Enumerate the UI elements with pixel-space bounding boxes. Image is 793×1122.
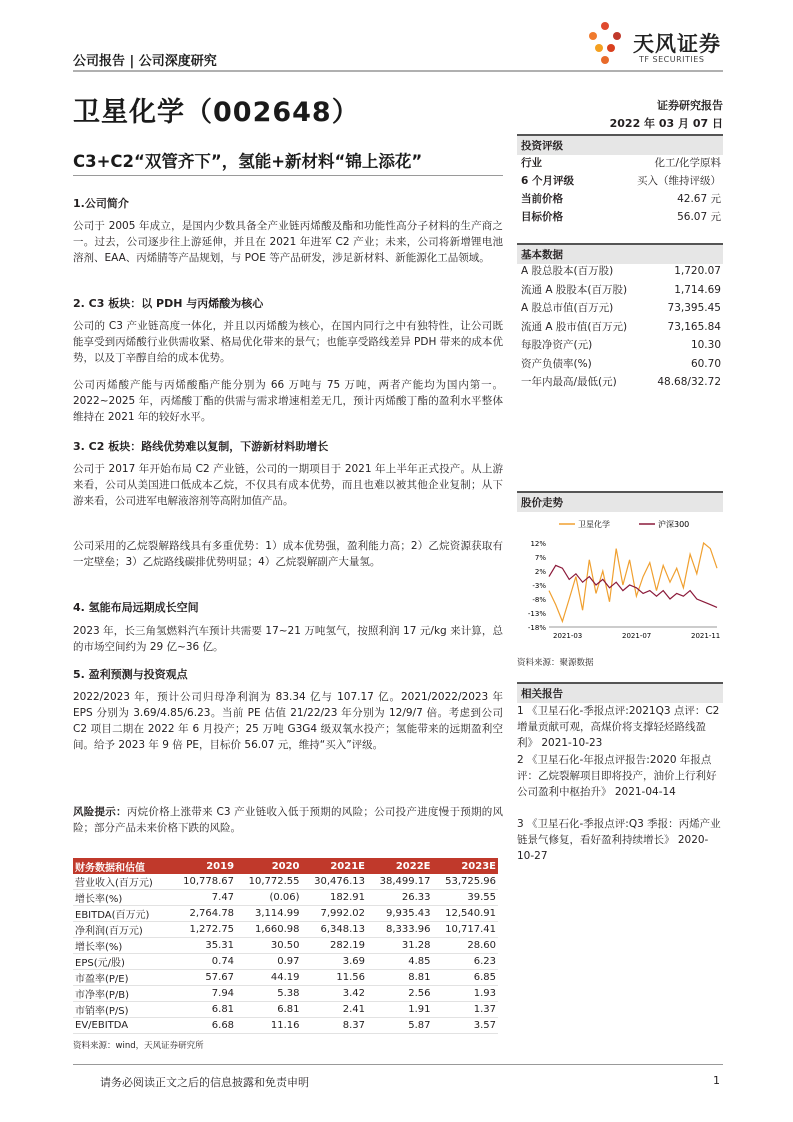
basic-key: A 股总市值(百万元) (521, 302, 614, 314)
y-tick-label: 12% (530, 540, 546, 548)
table-cell: 3.57 (433, 1018, 499, 1034)
table-row (73, 1018, 498, 1034)
table-row-label: 净利润(百万元) (73, 922, 171, 938)
table-cell: 11.16 (236, 1018, 301, 1034)
x-tick-label: 2021-03 (553, 632, 583, 640)
table-cell: 10,717.41 (433, 922, 499, 938)
table-header: 2020 (236, 858, 301, 874)
table-source: 资料来源：wind，天风证券研究所 (73, 1041, 204, 1051)
rating-value: 买入（维持评级） (637, 175, 721, 187)
basic-data-row (517, 373, 723, 391)
table-row (73, 1002, 498, 1018)
table-row (73, 986, 498, 1002)
table-cell: (0.06) (236, 890, 301, 906)
table-row (73, 938, 498, 954)
rating-key: 目标价格 (521, 211, 563, 223)
basic-data-row (517, 281, 723, 299)
table-row-label: 增长率(%) (73, 890, 171, 906)
table-cell: 182.91 (302, 890, 367, 906)
y-tick-label: 7% (534, 554, 546, 562)
table-row-label: EBITDA(百万元) (73, 906, 171, 922)
table-cell: 3.42 (302, 986, 367, 1002)
table-cell: 1.91 (367, 1002, 432, 1018)
table-header: 财务数据和估值 (73, 858, 171, 874)
report-category: 公司报告 | 公司深度研究 (73, 54, 217, 69)
table-row-label: 市销率(P/S) (73, 1002, 171, 1018)
table-row (73, 874, 498, 890)
y-tick-label: -13% (527, 610, 546, 618)
table-cell: 0.74 (171, 954, 236, 970)
basic-value: 60.70 (690, 357, 721, 370)
table-cell: 28.60 (433, 938, 499, 954)
table-row (73, 890, 498, 906)
page-title: 卫星化学（002648） (73, 97, 360, 128)
footer-disclaimer: 请务必阅读正文之后的信息披露和免责申明 (100, 1076, 309, 1089)
table-cell: 6.23 (433, 954, 499, 970)
financial-table (73, 858, 498, 1034)
table-cell: 4.85 (367, 954, 432, 970)
risk-text: 丙烷价格上涨带来 C3 产业链收入低于预期的风险；公司投产进度慢于预期的风险；部分产品未来价格下跌的风险。 (73, 806, 504, 834)
basic-value: 73,165.84 (667, 320, 721, 333)
basic-key: A 股总股本(百万股) (521, 265, 614, 277)
table-cell: 6,348.13 (302, 922, 367, 938)
rating-key: 行业 (521, 157, 542, 169)
table-cell: 1,272.75 (171, 922, 236, 938)
table-row-label: 增长率(%) (73, 938, 171, 954)
section-heading: 4. 氢能布局远期成长空间 (73, 601, 199, 614)
basic-data-row (517, 355, 723, 373)
table-cell: 8,333.96 (367, 922, 432, 938)
x-tick-label: 2021-07 (622, 632, 652, 640)
table-row-label: 市净率(P/B) (73, 986, 171, 1002)
table-cell: 2.56 (367, 986, 432, 1002)
table-cell: 282.19 (302, 938, 367, 954)
table-row (73, 906, 498, 922)
related-item[interactable]: 3 《卫星石化-季报点评:Q3 季报：丙烯产业链景气修复，看好盈利持续增长》 2020-10-27 (517, 818, 721, 862)
table-cell: 10,772.55 (236, 874, 301, 890)
series-line (549, 543, 717, 621)
table-cell: 38,499.17 (367, 874, 432, 890)
basic-value: 1,714.69 (674, 283, 721, 296)
table-cell: 9,935.43 (367, 906, 432, 922)
table-cell: 7.47 (171, 890, 236, 906)
basic-data-row (517, 318, 723, 336)
table-cell: 30.50 (236, 938, 301, 954)
chart-source: 资料来源：聚源数据 (517, 658, 594, 668)
table-cell: 53,725.96 (433, 874, 499, 890)
table-header: 2019 (171, 858, 236, 874)
logo-text: 天风证券 (633, 32, 721, 56)
report-date: 2022 年 03 月 07 日 (609, 117, 723, 130)
basic-value: 10.30 (690, 339, 721, 351)
table-cell: 11.56 (302, 970, 367, 986)
report-type: 证券研究报告 (657, 99, 723, 112)
y-tick-label: 2% (534, 568, 546, 576)
y-tick-label: -8% (532, 596, 546, 604)
basic-key: 流通 A 股市值(百万元) (521, 320, 628, 333)
table-cell: 1.37 (433, 1002, 499, 1018)
table-row-label: 市盈率(P/E) (73, 970, 171, 986)
table-row (73, 970, 498, 986)
section-paragraph: 公司于 2017 年开始布局 C2 产业链，公司的一期项目于 2021 年上半年正式投产。从上游来看，公司从美国进口低成本乙烷，不仅具有成本优势，而且也难以被其他企业复制；从下游来看，公司进军电解液溶剂等高附加值产品。 (73, 463, 503, 507)
logo-subtext: TF SECURITIES (639, 55, 705, 64)
table-cell: 39.55 (433, 890, 499, 906)
table-cell: 8.81 (367, 970, 432, 986)
table-cell: 57.67 (171, 970, 236, 986)
table-cell: 26.33 (367, 890, 432, 906)
section-heading: 5. 盈利预测与投资观点 (73, 668, 188, 681)
table-cell: 30,476.13 (302, 874, 367, 890)
table-cell: 6.68 (171, 1018, 236, 1034)
section-paragraph: 公司的 C3 产业链高度一体化，并且以丙烯酸为核心，在国内同行之中有独特性，让公司既能享受到丙烯酸行业供需收紧、格局优化带来的景气；也能享受路线差异 PDH 带来的成本优势，以及丁辛醇自给的成本优势。 (73, 320, 503, 364)
tf-logo-icon (583, 20, 628, 68)
table-header-row (73, 858, 498, 874)
table-cell: 3.69 (302, 954, 367, 970)
y-tick-label: -3% (532, 582, 546, 590)
section-paragraph: 2023 年，长三角氢燃料汽车预计共需要 17~21 万吨氢气，按照利润 17 元/kg 来计算，总的市场空间约为 29 亿~36 亿。 (73, 625, 503, 653)
series-line (549, 565, 717, 607)
basic-key: 流通 A 股股本(百万股) (521, 283, 628, 296)
table-cell: 31.28 (367, 938, 432, 954)
basic-value: 48.68/32.72 (657, 376, 721, 388)
section-heading: 2. C3 板块：以 PDH 与丙烯酸为核心 (73, 297, 264, 310)
legend-label: 沪深300 (658, 520, 690, 529)
table-row-label: EV/EBITDA (73, 1018, 171, 1034)
related-heading: 相关报告 (517, 682, 723, 703)
table-row-label: 营业收入(百万元) (73, 874, 171, 890)
table-cell: 3,114.99 (236, 906, 301, 922)
section-heading: 3. C2 板块：路线优势难以复制，下游新材料助增长 (73, 440, 329, 453)
table-row (73, 922, 498, 938)
related-item[interactable]: 2 《卫星石化-年报点评报告:2020 年报点评：乙烷裂解项目即将投产，油价上行利好公司盈利中枢抬升》 2021-04-14 (517, 754, 717, 798)
subtitle-divider (73, 175, 503, 176)
table-cell: 1.93 (433, 986, 499, 1002)
section-paragraph: 公司采用的乙烷裂解路线具有多重优势：1）成本优势强，盈利能力高；2）乙烷资源获取有一定壁垒；3）乙烷路线碳排优势明显；4）乙烷裂解副产大量氢。 (73, 540, 503, 568)
section-paragraph: 公司于 2005 年成立，是国内少数具备全产业链丙烯酸及酯和功能性高分子材料的生产商之一。过去，公司逐步往上游延伸，并且在 2021 年进军 C2 产业；未来，公司将新增锂电池溶剂、EAA、丙烯腈等产品规划，与 POE 等产品研发，涉足新材料、新能源化工品领域。 (73, 220, 503, 264)
table-cell: 10,778.67 (171, 874, 236, 890)
rating-heading: 投资评级 (517, 134, 723, 155)
page-number: 1 (713, 1074, 720, 1087)
table-cell: 7.94 (171, 986, 236, 1002)
basic-value: 73,395.45 (667, 302, 721, 314)
table-cell: 8.37 (302, 1018, 367, 1034)
basic-key: 每股净资产(元) (521, 339, 593, 351)
header-divider (73, 70, 723, 72)
basic-value: 1,720.07 (674, 265, 721, 277)
rating-key: 当前价格 (521, 193, 563, 205)
rating-value: 56.07 元 (677, 211, 721, 223)
table-cell: 6.81 (236, 1002, 301, 1018)
table-cell: 7,992.02 (302, 906, 367, 922)
stock-chart (517, 515, 723, 645)
related-item[interactable]: 1 《卫星石化-季报点评:2021Q3 点评：C2 增量贡献可观，高煤价将支撑轻烃路线盈利》 2021-10-23 (517, 705, 720, 749)
table-cell: 12,540.91 (433, 906, 499, 922)
basic-data-row (517, 336, 723, 354)
rating-row (517, 208, 723, 226)
rating-row (517, 190, 723, 208)
table-cell: 5.38 (236, 986, 301, 1002)
section-paragraph: 公司丙烯酸产能与丙烯酸酯产能分别为 66 万吨与 75 万吨，两者产能均为国内第一。2022~2025 年，丙烯酸丁酯的供需与需求增速相差无几，预计丙烯酸丁酯的盈利水平整体维持在 2021 年的较好水平。 (73, 379, 503, 423)
y-tick-label: -18% (527, 624, 546, 632)
rating-value: 化工/化学原料 (654, 157, 721, 169)
report-subtitle: C3+C2“双管齐下”，氢能+新材料“锦上添花” (73, 152, 423, 171)
basic-key: 资产负债率(%) (521, 357, 592, 370)
table-cell: 6.81 (171, 1002, 236, 1018)
basic-data-heading: 基本数据 (517, 243, 723, 264)
table-cell: 1,660.98 (236, 922, 301, 938)
section-heading: 1.公司简介 (73, 197, 129, 210)
table-cell: 44.19 (236, 970, 301, 986)
table-cell: 2.41 (302, 1002, 367, 1018)
rating-row (517, 154, 723, 172)
table-row-label: EPS(元/股) (73, 954, 171, 970)
risk-warning (73, 804, 503, 836)
table-cell: 6.85 (433, 970, 499, 986)
table-header: 2022E (367, 858, 432, 874)
table-cell: 35.31 (171, 938, 236, 954)
table-cell: 0.97 (236, 954, 301, 970)
table-cell: 5.87 (367, 1018, 432, 1034)
table-row (73, 954, 498, 970)
legend-label: 卫星化学 (578, 520, 610, 529)
basic-data-row (517, 262, 723, 280)
table-cell: 2,764.78 (171, 906, 236, 922)
basic-data-row (517, 299, 723, 317)
section-paragraph: 2022/2023 年，预计公司归母净利润为 83.34 亿与 107.17 亿。2021/2022/2023 年 EPS 分别为 3.69/4.85/6.23。当前 PE 估值 21/22/23 年分别为 12/9/7 倍。考虑到公司 C2 项目二期在 2022 年 6 月投产；25 万吨 G3G4 级双氧水投产；氢能带来的远期盈利空间。给予 2023 年 9 倍 PE，目标价 56.07 元，维持“买入”评级。 (73, 691, 503, 751)
rating-key: 6 个月评级 (521, 175, 574, 187)
footer-divider (73, 1064, 723, 1065)
risk-label: 风险提示： (73, 806, 127, 818)
rating-row (517, 172, 723, 190)
table-header: 2021E (302, 858, 367, 874)
table-header: 2023E (433, 858, 499, 874)
x-tick-label: 2021-11 (691, 632, 721, 640)
rating-value: 42.67 元 (677, 193, 721, 205)
chart-heading: 股价走势 (517, 491, 723, 512)
basic-key: 一年内最高/最低(元) (521, 376, 617, 388)
